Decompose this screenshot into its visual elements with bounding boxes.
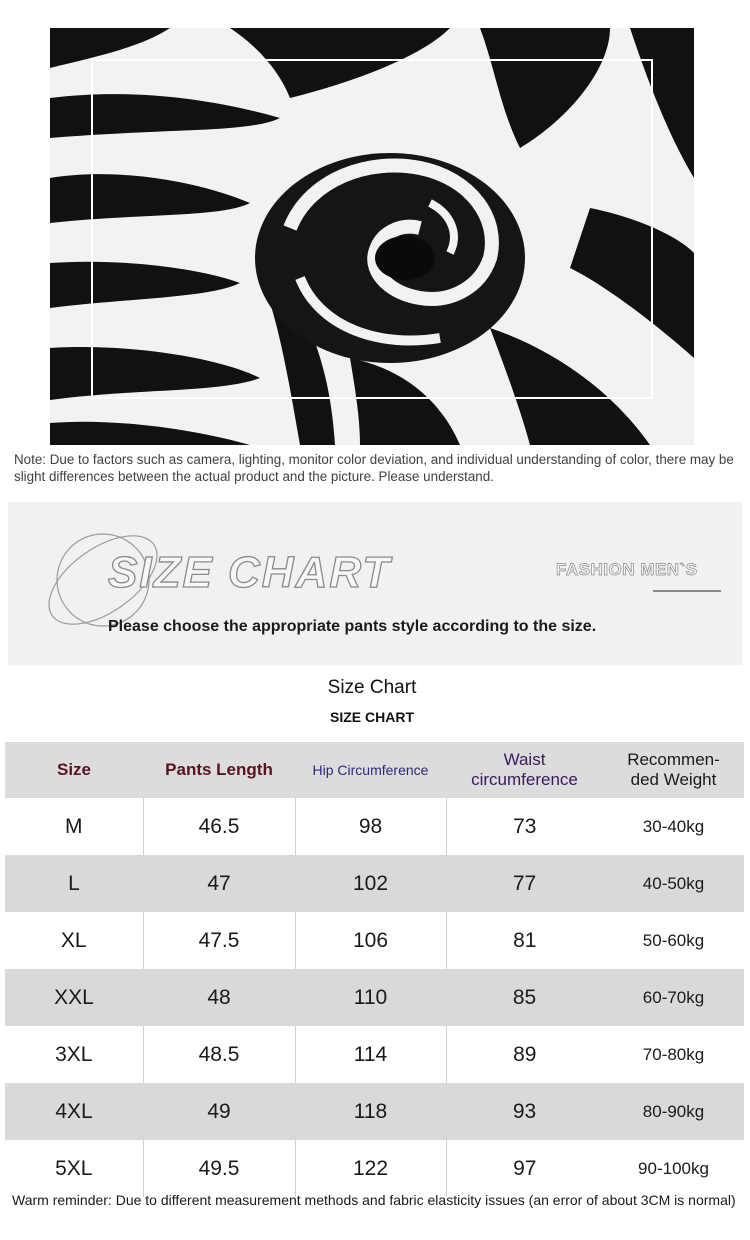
header-waist-circumference: Waist circumference [446,742,603,798]
cell-size: XL [5,912,143,969]
header-recommended-weight: Recommen- ded Weight [603,742,744,798]
header-size: Size [5,742,143,798]
cell-size: 5XL [5,1140,143,1197]
table-row [5,1083,744,1140]
cell-length: 49 [143,1083,295,1140]
cell-waist: 77 [446,855,603,912]
cell-length: 48.5 [143,1026,295,1083]
warm-reminder: Warm reminder: Due to different measurement methods and fabric elasticity issues (an error of about 3CM is normal) [12,1192,736,1208]
size-chart-banner [8,502,742,665]
cell-length: 47 [143,855,295,912]
cell-size: XXL [5,969,143,1026]
color-disclaimer-note: Note: Due to factors such as camera, lighting, monitor color deviation, and individual understanding of color, there may be slight differences between the actual product and the picture. Please understand. [14,452,734,484]
chart-subtitle: SIZE CHART [330,709,414,725]
cell-waist: 81 [446,912,603,969]
cell-length: 46.5 [143,798,295,855]
cell-hip: 106 [295,912,446,969]
cell-size: 4XL [5,1083,143,1140]
cell-length: 48 [143,969,295,1026]
banner-subtitle: Please choose the appropriate pants style according to the size. [108,618,597,635]
cell-size: M [5,798,143,855]
chart-title: Size Chart [327,677,417,698]
cell-hip: 118 [295,1083,446,1140]
cell-weight: 30-40kg [603,798,744,855]
table-row [5,798,744,855]
zebra-fabric-image [50,28,694,445]
cell-weight: 40-50kg [603,855,744,912]
cell-weight: 90-100kg [603,1140,744,1197]
cell-waist: 89 [446,1026,603,1083]
cell-size: L [5,855,143,912]
header-pants-length: Pants Length [143,742,295,798]
cell-length: 47.5 [143,912,295,969]
table-row [5,912,744,969]
cell-weight: 60-70kg [603,969,744,1026]
banner-divider [653,590,721,592]
cell-weight: 70-80kg [603,1026,744,1083]
cell-waist: 97 [446,1140,603,1197]
table-row [5,1026,744,1083]
cell-hip: 110 [295,969,446,1026]
cell-weight: 50-60kg [603,912,744,969]
cell-hip: 122 [295,1140,446,1197]
header-hip-circumference: Hip Circumference [295,742,446,798]
cell-length: 49.5 [143,1140,295,1197]
table-row [5,969,744,1026]
size-table [5,742,744,1197]
product-fabric-photo [50,28,694,445]
table-header-row [5,742,744,798]
cell-waist: 73 [446,798,603,855]
cell-hip: 114 [295,1026,446,1083]
cell-size: 3XL [5,1026,143,1083]
cell-hip: 102 [295,855,446,912]
cell-hip: 98 [295,798,446,855]
banner-tag: FASHION MEN`S [556,560,698,579]
table-row [5,855,744,912]
cell-waist: 93 [446,1083,603,1140]
cell-waist: 85 [446,969,603,1026]
banner-title: SIZE CHART [108,548,392,597]
table-row [5,1140,744,1197]
cell-weight: 80-90kg [603,1083,744,1140]
